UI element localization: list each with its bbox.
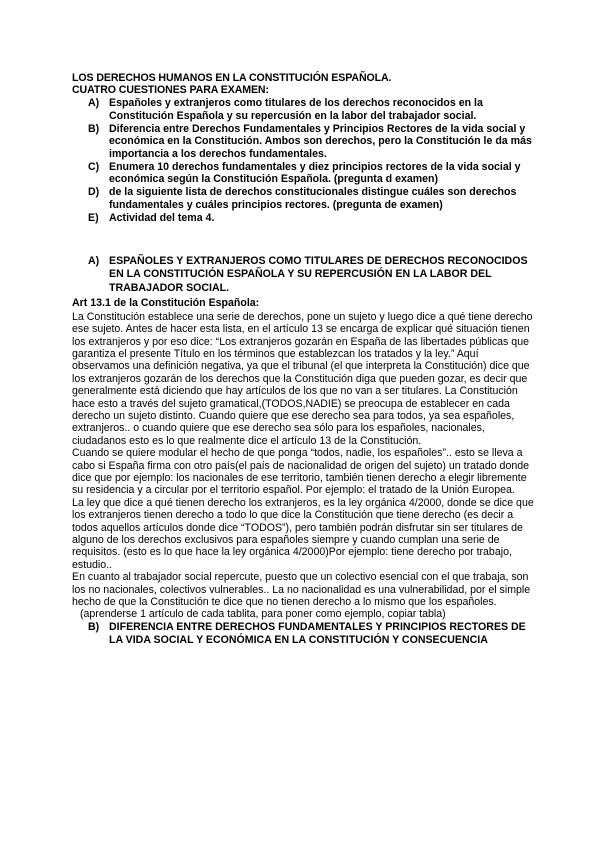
section-letter: B) bbox=[88, 620, 100, 633]
body-paragraph: La ley que dice a qué tienen derecho los extranjeros, es la ley orgánica 4/2000, donde se dice que los extranjeros tienen derecho a todo lo que dice la Constitución que tiene derecho (es decir a todos aquellos artículos donde dice “TODOS”), pero también podrán disfrutar sin ser titulares de alguno de los derechos exclusivos para españoles siempre y cuando cumplan una serie de requisitos. (esto es lo que hace la ley orgánica 4/2000)Por ejemplo: tiene derecho por trabajo, estudio.. bbox=[72, 496, 534, 571]
question-letter: E) bbox=[88, 211, 99, 224]
question-text: Enumera 10 derechos fundamentales y diez principios rectores de la vida social y económica según la Constitución Española. (pregunta d examen) bbox=[109, 160, 521, 186]
section-letter: A) bbox=[88, 254, 100, 267]
body-paragraph: Cuando se quiere modular el hecho de que ponga “todos, nadie, los españoles”.. esto se lleva a cabo si España firma con otro país(el país de nacionalidad de origen del sujeto) un tratado donde dice que por ejemplo: los nacionales de ese territorio, también tienen derecho a elegir libremente su residencia y a circular por el territorio español. Por ejemplo: el tratado de la Unión Europea. bbox=[72, 447, 530, 497]
question-item bbox=[72, 161, 534, 186]
question-item bbox=[72, 186, 534, 211]
section-a-heading bbox=[72, 255, 534, 295]
question-text: de la siguiente lista de derechos constitucionales distingue cuáles son derechos fundamentales y cuáles principios rectores. (pregunta de examen) bbox=[109, 186, 517, 211]
exam-question-list bbox=[72, 97, 534, 224]
question-text: Españoles y extranjeros como titulares de los derechos reconocidos en la Constitución Española y su repercusión en la labor del trabajador social. bbox=[109, 97, 483, 122]
section-b-heading bbox=[72, 621, 534, 648]
question-item bbox=[72, 212, 534, 225]
spacer bbox=[72, 225, 534, 255]
document-body bbox=[72, 72, 534, 648]
section-title: ESPAÑOLES Y EXTRANJEROS COMO TITULARES DE DERECHOS RECONOCIDOS EN LA CONSTITUCIÓN ESPAÑOLA Y SU REPERCUSIÓN EN LA LABOR DEL TRABAJADOR SOCIAL. bbox=[109, 254, 528, 294]
question-letter: B) bbox=[88, 122, 100, 135]
question-text: Actividad del tema 4. bbox=[109, 211, 215, 224]
question-item bbox=[72, 123, 534, 161]
question-letter: D) bbox=[88, 186, 100, 199]
question-item bbox=[72, 97, 534, 122]
body-paragraph: La Constitución establece una serie de derechos, pone un sujeto y luego dice a qué tiene derecho ese sujeto. Antes de hacer esta lista, en el artículo 13 se encarga de explicar qué situación tienen los extranjeros y por eso dice: “Los extranjeros gozarán en España de las libertades públicas que garantiza el presente Título en los términos que establezcan los tratados y la ley.” Aquí observamos una definición negativa, ya que el tribunal (el que interpreta la Constitución) dice que los extranjeros gozarán de los derechos que la Constitución diga que pueden gozar, es decir que generalmente está diciendo que hay artículos de los que no van a ser titulares. La Constitución hace esto a través del sujeto gramatical,(TODOS,NADIE) se preocupa de establecer en cada derecho un sujeto distinto. Cuando quiere que ese derecho sea para todos, ya sea españoles, extranjeros.. o cuando quiere que ese derecho sea sólo para los españoles, nacionales, ciudadanos esto es lo que realmente dice el artículo 13 de la Constitución. bbox=[72, 310, 533, 447]
question-text: Diferencia entre Derechos Fundamentales y Principios Rectores de la vida social y económica en la Constitución. Ambos son derechos, pero la Constitución le da más importancia a los derechos fundamentales. bbox=[109, 122, 532, 160]
study-note: (aprenderse 1 artículo de cada tablita, para poner como ejemplo, copiar tabla) bbox=[80, 608, 446, 621]
article-heading: Art 13.1 de la Constitución Española: bbox=[72, 297, 260, 310]
document-title: LOS DERECHOS HUMANOS EN LA CONSTITUCIÓN ESPAÑOLA. bbox=[72, 72, 392, 84]
section-title: DIFERENCIA ENTRE DERECHOS FUNDAMENTALES Y PRINCIPIOS RECTORES DE LA VIDA SOCIAL Y ECONÓMICA EN LA CONSTITUCIÓN Y CONSECUENCIA bbox=[109, 620, 526, 647]
question-letter: C) bbox=[88, 160, 100, 173]
question-letter: A) bbox=[88, 97, 100, 110]
body-paragraph: En cuanto al trabajador social repercute, puesto que un colectivo esencial con el que trabaja, son los no nacionales, colectivos vulnerables.. La no nacionalidad es una vulnerabilidad, por el simple hecho de que la Constitución te dice que no tienen derecho a lo mismo que los españoles. bbox=[72, 571, 531, 609]
exam-questions-heading: CUATRO CUESTIONES PARA EXAMEN: bbox=[72, 84, 269, 97]
